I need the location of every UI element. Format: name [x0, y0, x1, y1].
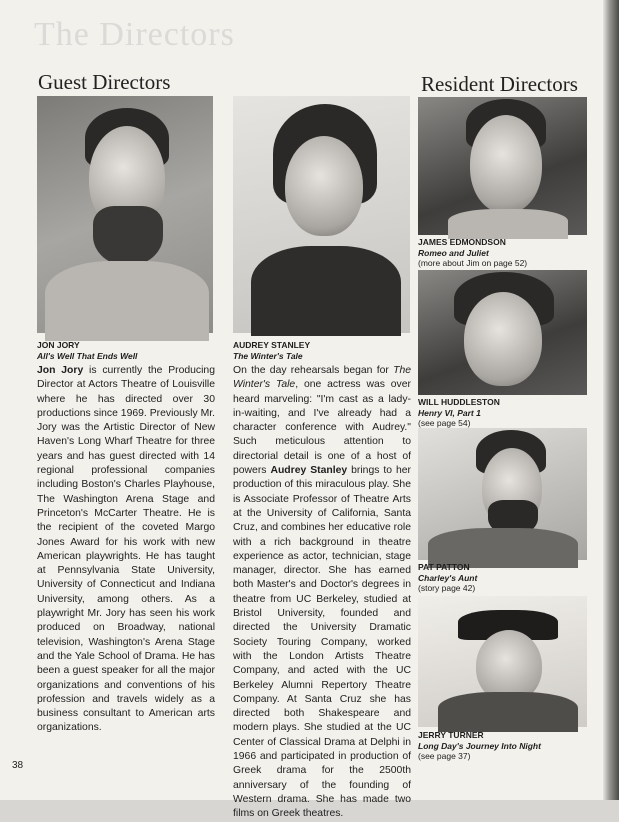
director-name: WILL HUDDLESTON — [418, 397, 500, 407]
bio-text: is currently the Producing Director at Actors Theatre of Louisville where he has directed over 30 productions since 1969. Previously Mr. Jory was the Artistic Director of New Haven's Long Wharf Theatre for three years and has guest directed with 14 regional professional companies including Boston's Charles Playhouse, The Washington Arena Stage and Princeton's McCarter Theatre. He is the recipient of the coveted Margo Jones Award for his work with new American playwrights. He has taught at Pennsylvania State University, University of Connecticut and Indiana University, among others. As a playwright Mr. Jory has seen his work produced on Broadway, national television, Washington's Arena Stage and the Yale School of Drama. He has been a guest speaker for all the major organizations and conventions of his profession and travels widely as a business consultant to American arts organizations. — [37, 365, 215, 734]
director-name: JERRY TURNER — [418, 730, 484, 740]
photo-jon-jory — [37, 96, 213, 333]
director-name: JON JORY — [37, 340, 80, 350]
resident-directors-heading: Resident Directors — [421, 72, 578, 96]
production-title: Long Day's Journey Into Night — [418, 740, 541, 751]
director-name: JAMES EDMONDSON — [418, 237, 506, 247]
photo-pat-patton — [418, 428, 587, 560]
director-name: PAT PATTON — [418, 562, 470, 572]
bio-name: Audrey Stanley — [270, 465, 348, 477]
production-title: Henry VI, Part 1 — [418, 407, 481, 418]
caption-james-edmondson — [418, 237, 527, 269]
bio-jon-jory — [37, 364, 215, 736]
bio-text: , one actress was over heard marveling: "I'm cast as a lady-in-waiting, and I've already had a character conference with Audrey." Such meticulous attention to directorial detail is one of a host of powers — [233, 379, 411, 477]
production-title: All's Well That Ends Well — [37, 350, 138, 361]
photo-james-edmondson — [418, 97, 587, 235]
page-reference: (see page 37) — [418, 751, 471, 761]
photo-audrey-stanley — [233, 96, 410, 333]
production-title: The Winter's Tale — [233, 350, 303, 361]
production-title: Romeo and Juliet — [418, 247, 489, 258]
bio-text: brings to her production of this miraculous play. She is Associate Professor of Theatre Arts at the University of California, Santa Cruz, and combines her educative role with a rich background in theatre experience as actor, technician, stage manager, director. She has earned both Master's and Doctor's degrees in theatre from UC Berkeley, studied at Bristol University, founded and directed the University Dramatic Society Touring Company, worked with the London Artists Theatre Company, and acted with the UC Berkeley Alumni Repertory Theatre Company. At Santa Cruz she has directed both Shakespeare and modern plays. She studied at the UC Center of Classical Drama at Delphi in 1966 and participated in production of Greek drama for the 2500th anniversary of the founding of Western drama. She has made two films on Greek theatres. — [233, 465, 411, 820]
guest-directors-heading: Guest Directors — [38, 70, 171, 94]
caption-pat-patton — [418, 562, 477, 594]
bio-name: Jon Jory — [37, 365, 84, 376]
photo-jerry-turner — [418, 596, 587, 727]
photo-will-huddleston — [418, 270, 587, 395]
page-number: 38 — [12, 760, 24, 771]
page-title: The Directors — [34, 16, 235, 53]
caption-jerry-turner — [418, 730, 541, 762]
caption-jon-jory — [37, 340, 137, 361]
bio-audrey-stanley — [233, 364, 411, 822]
production-title: Charley's Aunt — [418, 572, 478, 583]
bio-text: On the day rehearsals began for — [233, 365, 394, 376]
bio-play-title: The Winter's Tale — [233, 365, 411, 391]
page-binding — [603, 0, 619, 800]
page-reference: (more about Jim on page 52) — [418, 258, 528, 268]
caption-audrey-stanley — [233, 340, 310, 361]
caption-will-huddleston — [418, 397, 500, 429]
page-reference: (story page 42) — [418, 583, 476, 593]
page-reference: (see page 54) — [418, 418, 471, 428]
director-name: AUDREY STANLEY — [233, 340, 311, 350]
